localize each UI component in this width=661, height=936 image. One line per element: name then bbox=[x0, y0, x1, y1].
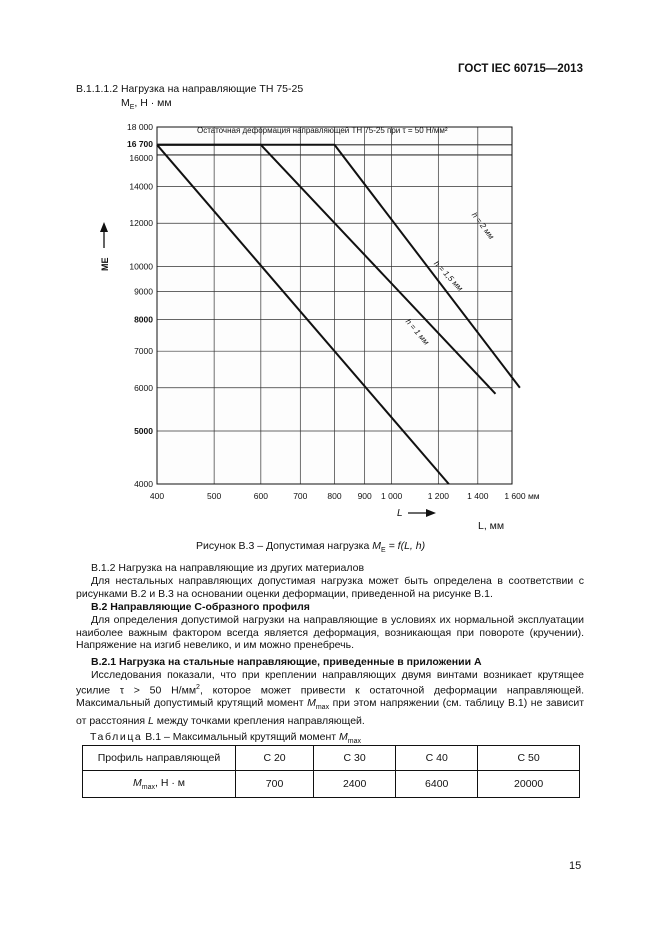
paragraph-b2-body: Для определения допустимой нагрузки на направляющие в условиях их нормальной эксплуатации наиболее важным фактором всегда является деформация, возникающая при повороте (кручении). Напряжение на изгиб невелико, и им можно пренебречь. bbox=[76, 614, 584, 652]
y-tick-label: 16000 bbox=[129, 152, 153, 163]
x-tick-label: 500 bbox=[207, 491, 222, 501]
y-axis-arrowhead bbox=[100, 222, 108, 232]
y-tick-label: 12000 bbox=[129, 218, 153, 229]
y-axis-unit: $M_E$, Н · мм bbox=[121, 97, 172, 112]
table-row-label: $M_{max}$, Н · м bbox=[83, 771, 236, 798]
figure-caption: Рисунок В.3 – Допустимая нагрузка $M_E = f(L$, h) bbox=[196, 540, 426, 555]
x-tick-label: 400 bbox=[149, 491, 165, 501]
paragraph-b12-body: Для нестальных направляющих допустимая нагрузка может быть определена в соответствии с рисунками В.2 и В.3 на основании оценки деформации, приведенной на рисунке В.1. bbox=[76, 575, 584, 600]
y-tick-label: 7000 bbox=[134, 346, 153, 357]
table-header-cell: С 20 bbox=[236, 746, 314, 771]
series-label: h = 2 мм bbox=[469, 210, 496, 241]
y-tick-label: 6000 bbox=[134, 382, 153, 393]
y-tick-label: 9000 bbox=[134, 286, 153, 297]
table-header-row bbox=[83, 746, 580, 771]
y-tick-label: 14000 bbox=[129, 181, 153, 192]
x-tick-label: 900 bbox=[357, 491, 372, 501]
y-tick-label: 8000 bbox=[134, 314, 153, 325]
page-number: 15 bbox=[569, 860, 582, 872]
x-tick-label: 600 bbox=[253, 491, 268, 501]
section-b21-title: В.2.1 Нагрузка на стальные направляющие, приведенные в приложении А bbox=[91, 656, 482, 668]
x-tick-label: 1 600 мм bbox=[504, 491, 540, 501]
section-title: В.1.1.1.2 Нагрузка на направляющие ТН 75-25 bbox=[76, 83, 304, 95]
x-tick-labels bbox=[150, 491, 540, 501]
y-tick-label: 18 000 bbox=[127, 122, 153, 132]
table-header-cell: С 50 bbox=[478, 746, 580, 771]
series-label: h = 1 мм bbox=[403, 317, 431, 347]
table-cell: 20000 bbox=[478, 771, 580, 798]
y-tick-label: 10000 bbox=[129, 261, 153, 272]
y-axis-label: ME bbox=[100, 257, 110, 271]
section-b2-title: В.2 Направляющие С-образного профиля bbox=[91, 601, 310, 613]
chart-title: Остаточная деформация направляющей ТН 75-25 при τ = 50 Н/мм² bbox=[197, 126, 448, 135]
y-tick-label: 16 700 bbox=[127, 138, 153, 149]
y-tick-labels bbox=[127, 122, 153, 489]
document-header: ГОСТ IEC 60715—2013 bbox=[458, 63, 583, 75]
x-axis-unit: L, мм bbox=[478, 520, 505, 532]
x-axis-label: L bbox=[397, 508, 403, 519]
x-tick-label: 700 bbox=[293, 491, 308, 501]
max-torque-table bbox=[82, 745, 580, 798]
table-row bbox=[83, 771, 580, 798]
table-cell: 6400 bbox=[396, 771, 478, 798]
series-label: h = 1,5 мм bbox=[432, 259, 465, 293]
x-tick-label: 1 200 bbox=[427, 491, 449, 501]
table-caption: Таблица В.1 – Максимальный крутящий момент $M_{max}$ bbox=[90, 731, 362, 746]
y-tick-label: 4000 bbox=[134, 479, 153, 489]
table-header-cell: С 30 bbox=[314, 746, 396, 771]
paragraph-b12-title: В.1.2 Нагрузка на направляющие из других материалов bbox=[91, 562, 365, 574]
x-tick-label: 800 bbox=[327, 491, 342, 501]
table-header-cell: Профиль направляющей bbox=[83, 746, 236, 771]
table-cell: 700 bbox=[236, 771, 314, 798]
x-axis-arrowhead bbox=[426, 509, 436, 517]
table-header-cell: С 40 bbox=[396, 746, 478, 771]
table-cell: 2400 bbox=[314, 771, 396, 798]
x-tick-label: 1 400 bbox=[467, 491, 489, 501]
y-tick-label: 5000 bbox=[134, 426, 153, 437]
x-tick-label: 1 000 bbox=[381, 491, 403, 501]
paragraph-b21-body: Исследования показали, что при креплении направляющих двумя винтами возникает крутящее усилие τ > 50 $Н/мм^2$, которое может привести к остаточной деформации направляющей. Максимальный допустимый крутящий момент $M_{max}$ при этом напряжении (см. таблицу В.1) не зависит от расстояния L между точками крепления направляющей. bbox=[76, 669, 584, 727]
